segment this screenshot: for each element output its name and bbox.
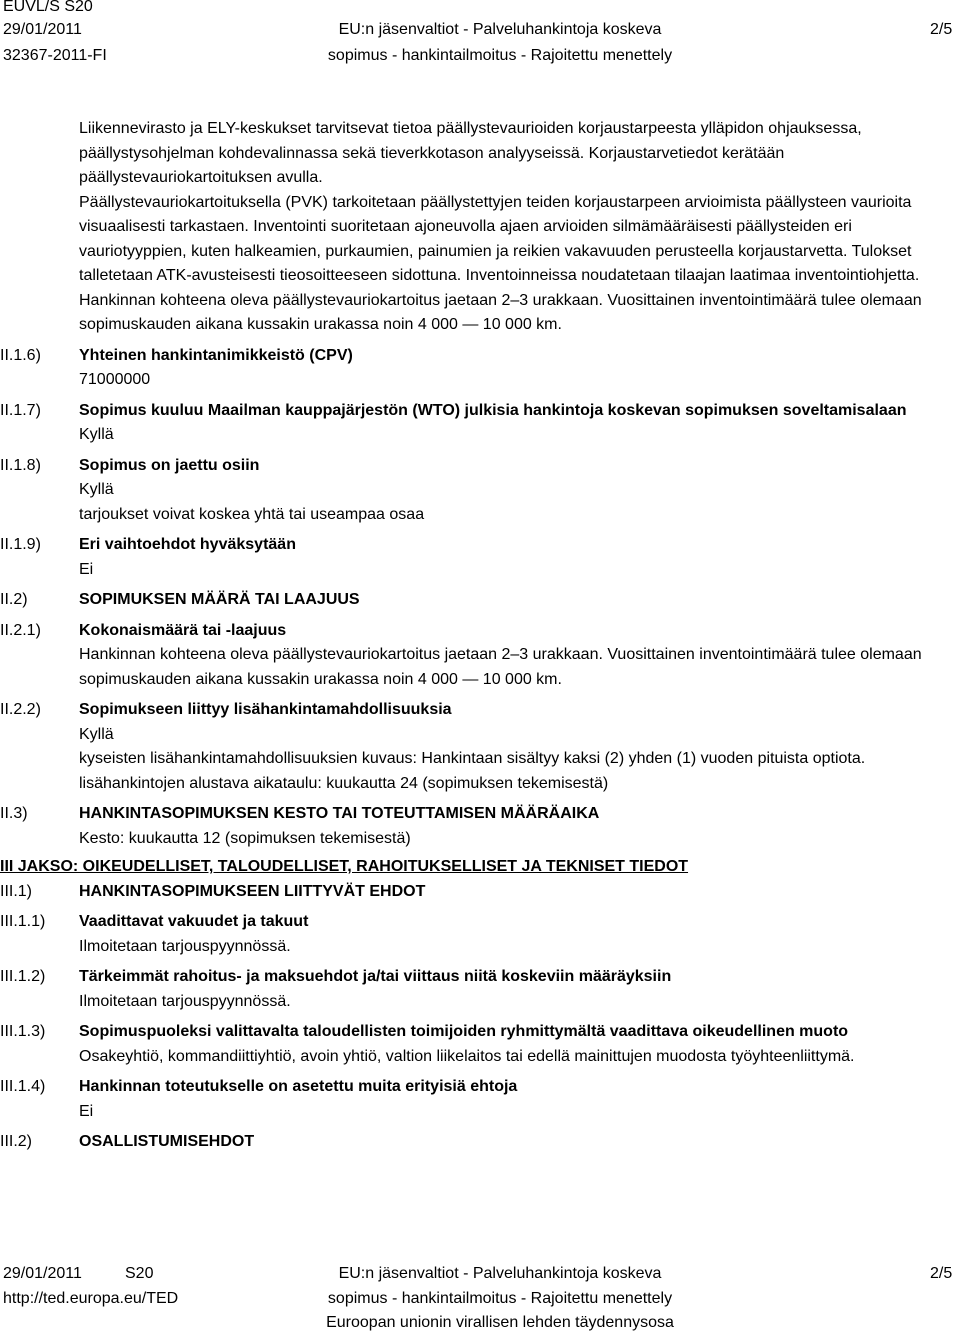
header-title-1: EU:n jäsenvaltiot - Palveluhankintoja koskeva	[338, 21, 662, 38]
section-ii-1-6	[0, 344, 960, 393]
section-number: II.1.8)	[0, 456, 41, 474]
section-line: Ilmoitetaan tarjouspyynnössä.	[79, 992, 291, 1010]
section-heading: HANKINTASOPIMUKSEEN LIITTYVÄT EHDOT	[79, 882, 426, 900]
section-line: Osakeyhtiö, kommandiittiyhtiö, avoin yhtiö, valtion liikelaitos tai edellä mainittujen muodosta työyhteenliittymä.	[79, 1047, 855, 1065]
intro-paragraph-2: Päällystevauriokartoituksella (PVK) tarkoitetaan päällystettyjen teiden korjaustarpeen arvioimista päällysteen vaurioita visuaalisesti tarkastaen. Inventointi suoritetaan ajoneuvolla ajaen arvioiden silmämääräisesti päällysteiden eri vauriotyyppien, kuten halkeamien, purkaumien, painumien ja reikien vakavuuden perusteella korjaustarvetta. Tulokset talletetaan ATK-avusteisesti tieosoitteeseen sidottuna. Inventoinneissa noudatetaan tilaajan laatimaa inventointiohjetta.	[79, 193, 920, 284]
section-line: 71000000	[79, 371, 151, 388]
intro-paragraph-3: Hankinnan kohteena oleva päällystevauriokartoitus jaetaan 2–3 urakkaan. Vuosittainen inventointimäärä tulee olemaan sopimuskauden aikana kussakin urakassa noin 4 000 — 10 000 km.	[79, 291, 922, 333]
section-line: Kyllä	[79, 481, 114, 498]
section-heading: Sopimus kuuluu Maailman kauppajärjestön (WTO) julkisia hankintoja koskevan sopimuksen soveltamisalaan	[79, 401, 907, 419]
section-ii-1-9	[0, 533, 960, 582]
section-ii-3	[0, 802, 960, 851]
section-line: tarjoukset voivat koskea yhtä tai useampaa osaa	[79, 505, 425, 523]
document-body	[0, 117, 960, 1155]
section-iii-1-2	[0, 965, 960, 1014]
section-ii-1-7	[0, 399, 960, 448]
section-iii-1	[0, 880, 960, 905]
section-heading: Hankinnan toteutukselle on asetettu muita erityisiä ehtoja	[79, 1078, 518, 1095]
footer-page: 2/5	[930, 1265, 953, 1282]
section-ii-2-1	[0, 619, 960, 693]
header-title-2: sopimus - hankintailmoitus - Rajoitettu menettely	[327, 47, 673, 64]
section-line: Kyllä	[79, 725, 114, 743]
section-heading: SOPIMUKSEN MÄÄRÄ TAI LAAJUUS	[79, 591, 360, 608]
section-ii-1-8	[0, 454, 960, 528]
section-line: Kyllä	[79, 426, 114, 443]
section-number: III.2)	[0, 1133, 33, 1150]
section-iii-1-3	[0, 1020, 960, 1069]
footer-date: 29/01/2011	[3, 1265, 82, 1282]
footer-title-1: EU:n jäsenvaltiot - Palveluhankintoja koskeva	[338, 1265, 662, 1282]
intro-paragraph-1: Liikennevirasto ja ELY-keskukset tarvitsevat tietoa päällystevaurioiden korjaustarpeesta ylläpidon ohjauksessa, päällystysohjelman kohdevalinnassa sekä tieverkkotason analyyseissä. Korjaustarvetiedot kerätään päällystevauriokartoituksen avulla.	[79, 120, 862, 186]
page-header	[0, 0, 960, 70]
section-ii-2	[0, 588, 960, 613]
header-code: EUVL/S S20	[3, 0, 93, 15]
section-iii-1-4	[0, 1075, 960, 1124]
section-line: Ei	[79, 1102, 94, 1120]
page-footer	[0, 1264, 960, 1334]
section-line: Ilmoitetaan tarjouspyynnössä.	[79, 937, 291, 955]
header-page: 2/5	[930, 21, 953, 38]
section-line: Kesto: kuukautta 12 (sopimuksen tekemisestä)	[79, 829, 411, 847]
section-number: II.2)	[0, 591, 28, 608]
section-heading: OSALLISTUMISEHDOT	[79, 1133, 255, 1150]
section-line: kyseisten lisähankintamahdollisuuksien kuvaus: Hankintaan sisältyy kaksi (2) yhden (1) vuoden pituista optiota.	[79, 750, 866, 767]
section-number: III.1.2)	[0, 968, 46, 985]
section-heading: Sopimus on jaettu osiin	[79, 456, 260, 474]
section-heading: Sopimukseen liittyy lisähankintamahdollisuuksia	[79, 701, 452, 718]
part-iii-title: III JAKSO: OIKEUDELLISET, TALOUDELLISET, RAHOITUKSELLISET JA TEKNISET TIEDOT	[0, 858, 689, 875]
section-number: II.3)	[0, 805, 28, 822]
section-number: II.1.9)	[0, 536, 41, 553]
intro-block	[0, 117, 960, 338]
header-date: 29/01/2011	[3, 21, 82, 38]
section-heading: HANKINTASOPIMUKSEN KESTO TAI TOTEUTTAMISEN MÄÄRÄAIKA	[79, 805, 600, 822]
section-number: III.1.1)	[0, 913, 46, 930]
section-heading: Eri vaihtoehdot hyväksytään	[79, 536, 296, 553]
section-number: III.1)	[0, 882, 33, 900]
section-heading: Vaadittavat vakuudet ja takuut	[79, 913, 309, 930]
section-number: II.1.7)	[0, 401, 41, 419]
section-line: Ei	[79, 560, 94, 578]
footer-url: http://ted.europa.eu/TED	[3, 1290, 179, 1307]
section-ii-2-2	[0, 698, 960, 796]
footer-code: S20	[125, 1265, 154, 1282]
section-iii-1-1	[0, 910, 960, 959]
header-ref: 32367-2011-FI	[3, 47, 107, 64]
section-heading: Yhteinen hankintanimikkeistö (CPV)	[79, 346, 353, 364]
section-number: III.1.3)	[0, 1023, 46, 1040]
section-number: II.2.2)	[0, 701, 41, 718]
footer-title-3: Euroopan unionin virallisen lehden täydennysosa	[326, 1314, 674, 1331]
section-number: III.1.4)	[0, 1078, 46, 1095]
section-heading: Kokonaismäärä tai -laajuus	[79, 621, 287, 639]
section-number: II.1.6)	[0, 346, 41, 364]
section-heading: Tärkeimmät rahoitus- ja maksuehdot ja/tai viittaus niitä koskeviin määräyksiin	[79, 968, 672, 985]
footer-title-2: sopimus - hankintailmoitus - Rajoitettu menettely	[327, 1290, 673, 1307]
section-heading: Sopimuspuoleksi valittavalta taloudellisten toimijoiden ryhmittymältä vaadittava oikeudellinen muoto	[79, 1023, 849, 1040]
section-line: lisähankintojen alustava aikataulu: kuukautta 24 (sopimuksen tekemisestä)	[79, 774, 609, 792]
section-line: Hankinnan kohteena oleva päällystevauriokartoitus jaetaan 2–3 urakkaan. Vuosittainen inventointimäärä tulee olemaan sopimuskauden aikana kussakin urakassa noin 4 000 — 10 000 km.	[79, 646, 922, 688]
section-iii-2	[0, 1130, 960, 1155]
section-number: II.2.1)	[0, 621, 41, 639]
